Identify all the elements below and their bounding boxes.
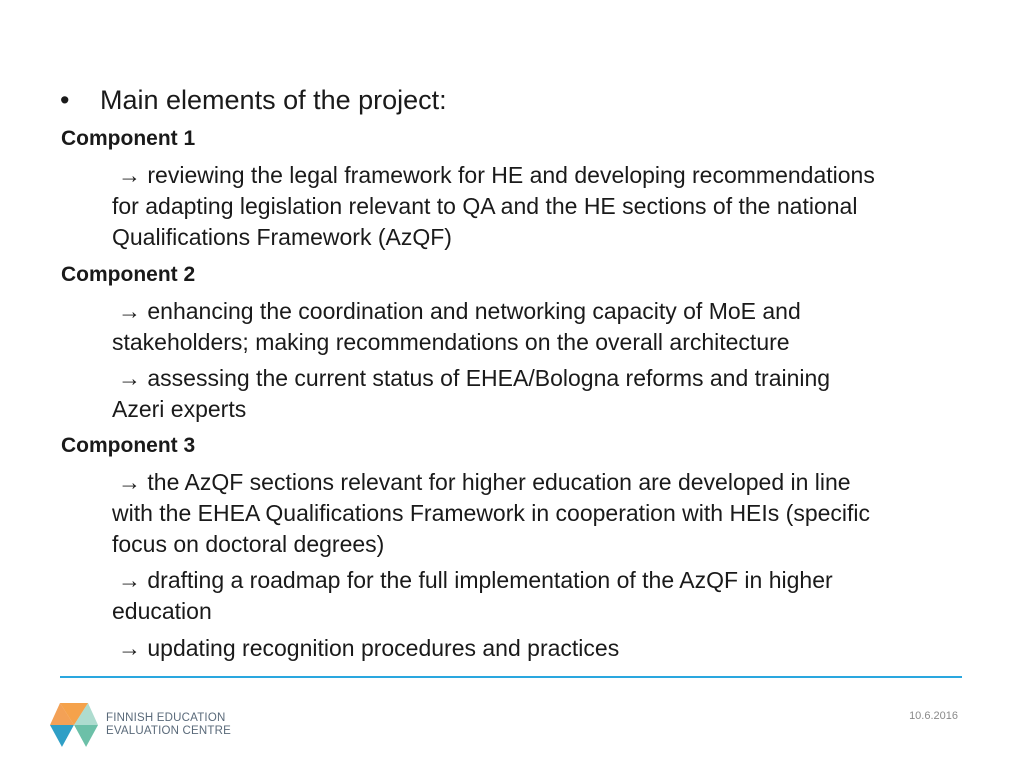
item-line: stakeholders; making recommendations on the overall architecture [112, 329, 790, 355]
organization-name-line-2: EVALUATION CENTRE [106, 725, 232, 737]
item-line: focus on doctoral degrees) [112, 531, 385, 557]
organization-name-line-1: FINNISH EDUCATION [106, 712, 226, 724]
item-line: → the AzQF sections relevant for higher education are developed in line [118, 469, 851, 495]
bullet-text: Main elements of the project: [100, 85, 447, 115]
component-2-item-1 [112, 296, 982, 358]
item-line: with the EHEA Qualifications Framework in cooperation with HEIs (specific [112, 500, 871, 526]
item-line: Qualifications Framework (AzQF) [112, 224, 452, 250]
component-3-item-2 [112, 565, 982, 627]
item-line: → enhancing the coordination and networking capacity of MoE and [118, 298, 801, 324]
bullet-marker: • [60, 85, 70, 115]
item-line: Azeri experts [112, 396, 247, 422]
item-line: education [112, 598, 212, 624]
component-3-heading: Component 3 [61, 434, 196, 457]
item-line: → assessing the current status of EHEA/Bologna reforms and training [118, 365, 831, 391]
slide-date: 10.6.2016 [909, 710, 958, 722]
item-line: → updating recognition procedures and practices [118, 635, 620, 661]
component-3-item-3 [112, 633, 982, 664]
item-line: → reviewing the legal framework for HE and developing recommendations [118, 162, 875, 188]
component-1-heading: Component 1 [61, 127, 196, 150]
item-line: for adapting legislation relevant to QA and the HE sections of the national [112, 193, 858, 219]
component-3-item-1 [112, 467, 982, 560]
component-1-item-1 [112, 160, 982, 253]
component-2-item-2 [112, 363, 982, 425]
organization-name [106, 712, 231, 738]
component-2-heading: Component 2 [61, 263, 196, 286]
triangle-logo-icon [50, 703, 98, 747]
footer-divider [60, 676, 962, 678]
item-line: → drafting a roadmap for the full implementation of the AzQF in higher [118, 567, 833, 593]
